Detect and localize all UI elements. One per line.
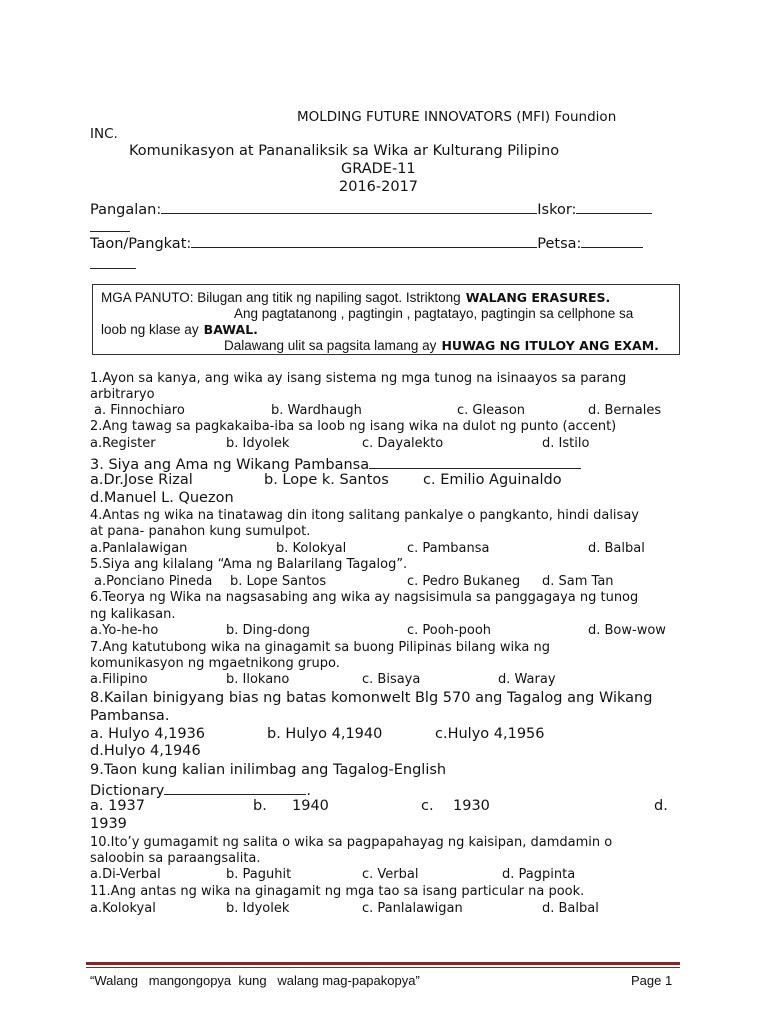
question-8: 8.Kailan binigyang bias ng batas komonwelt Blg 570 ang Tagalog ang Wikang [90, 690, 653, 706]
question-5: 5.Siya ang kilalang “Ama ng Balarilang Tagalog”. [90, 557, 408, 572]
choice-10c[interactable]: c. Verbal [362, 867, 419, 882]
choice-9d-letter[interactable]: d. [654, 798, 668, 814]
question-1: 1.Ayon sa kanya, ang wika ay isang sistema ng mga tunog na isinaayos sa parang [90, 371, 627, 386]
footer-rule-thin [86, 967, 680, 968]
choice-8c[interactable]: c.Hulyo 4,1956 [435, 726, 545, 742]
question-4: 4.Antas ng wika na tinatawag din itong salitang pankalye o pangkanto, hindi dalisay [90, 508, 639, 523]
choice-8a[interactable]: a. Hulyo 4,1936 [90, 726, 206, 742]
instructions-line3: loob ng klase ay BAWAL. [101, 322, 258, 337]
choice-11c[interactable]: c. Panlalawigan [362, 901, 463, 916]
org-name-line1: MOLDING FUTURE INNOVATORS (MFI) Foundion [297, 109, 617, 125]
choice-2b[interactable]: b. Idyolek [226, 436, 290, 451]
name-blank[interactable] [161, 199, 537, 214]
choice-4c[interactable]: c. Pambansa [407, 541, 490, 556]
choice-8b[interactable]: b. Hulyo 4,1940 [267, 726, 383, 742]
instructions-box [92, 284, 680, 355]
choice-6c[interactable]: c. Pooh-pooh [407, 623, 492, 638]
choice-6d[interactable]: d. Bow-wow [588, 623, 666, 638]
question-11: 11.Ang antas ng wika na ginagamit ng mga tao sa isang particular na pook. [90, 884, 585, 899]
name-label: Pangalan: [90, 202, 162, 218]
question-9-blank[interactable] [164, 780, 306, 795]
choice-7d[interactable]: d. Waray [498, 672, 556, 687]
choice-8d[interactable]: d.Hulyo 4,1946 [90, 743, 201, 759]
choice-11d[interactable]: d. Balbal [542, 901, 599, 916]
page-number: Page 1 [631, 973, 673, 988]
question-9-cont: Dictionary . [90, 780, 311, 799]
question-2: 2.Ang tawag sa pagkakaiba-iba sa loob ng isang wika na dulot ng punto (accent) [90, 419, 617, 434]
choice-1b[interactable]: b. Wardhaugh [271, 403, 362, 418]
question-4-cont: at pana- panahon kung sumulpot. [90, 524, 311, 539]
question-10: 10.Ito’y gumagamit ng salita o wika sa pagpapahayag ng kaisipan, damdamin o [90, 835, 613, 850]
name-field [90, 199, 652, 218]
score-label: Iskor: [537, 202, 577, 218]
choice-10a[interactable]: a.Di-Verbal [90, 867, 161, 882]
grade-label: GRADE-11 [341, 161, 416, 177]
choice-10d[interactable]: d. Pagpinta [502, 867, 576, 882]
choice-9d-value[interactable]: 1939 [90, 816, 127, 832]
score-blank[interactable] [576, 199, 652, 214]
choice-1a[interactable]: a. Finnochiaro [94, 403, 185, 418]
choice-11b[interactable]: b. Idyolek [226, 901, 290, 916]
instructions-line4: Dalawang ulit sa pagsita lamang ay HUWAG NG ITULOY ANG EXAM. [224, 338, 659, 353]
choice-1c[interactable]: c. Gleason [457, 403, 526, 418]
question-10-cont: saloobin sa paraangsalita. [90, 851, 261, 866]
question-7: 7.Ang katutubong wika na ginagamit sa buong Pilipinas bilang wika ng [90, 640, 550, 655]
subject-title: Komunikasyon at Pananaliksik sa Wika ar Kulturang Pilipino [129, 143, 560, 159]
question-9: 9.Taon kung kalian inilimbag ang Tagalog-English [90, 762, 447, 778]
choice-9c-letter[interactable]: c. [421, 798, 434, 814]
section-field [90, 233, 643, 252]
date-blank-continued [90, 268, 136, 269]
question-1-cont: arbitraryo [90, 387, 155, 402]
choice-3b[interactable]: b. Lope k. Santos [264, 472, 389, 488]
footer-rule-thick [86, 962, 680, 965]
school-year: 2016-2017 [339, 179, 419, 195]
section-blank[interactable] [191, 233, 537, 248]
question-6-cont: ng kalikasan. [90, 607, 176, 622]
choice-3a[interactable]: a.Dr.Jose Rizal [90, 472, 193, 488]
choice-7c[interactable]: c. Bisaya [362, 672, 421, 687]
question-7-cont: komunikasyon ng mgaetnikong grupo. [90, 656, 340, 671]
choice-9b-letter[interactable]: b. [253, 798, 267, 814]
choice-3d[interactable]: d.Manuel L. Quezon [90, 490, 234, 506]
question-3: 3. Siya ang Ama ng Wikang Pambansa [90, 454, 581, 473]
score-blank-continued [90, 231, 130, 232]
choice-4a[interactable]: a.Panlalawigan [90, 541, 188, 556]
choice-9c-value[interactable]: 1930 [453, 798, 490, 814]
org-name-line2: INC. [90, 126, 118, 142]
question-3-blank[interactable] [369, 454, 581, 469]
question-8-cont: Pambansa. [90, 708, 170, 724]
choice-5a[interactable]: a.Ponciano Pineda [94, 574, 213, 589]
choice-5b[interactable]: b. Lope Santos [230, 574, 327, 589]
choice-4b[interactable]: b. Kolokyal [276, 541, 347, 556]
date-label: Petsa: [537, 236, 582, 252]
choice-7a[interactable]: a.Filipino [90, 672, 148, 687]
choice-2c[interactable]: c. Dayalekto [362, 436, 444, 451]
date-blank[interactable] [581, 233, 643, 248]
choice-10b[interactable]: b. Paguhit [226, 867, 292, 882]
instructions-line1: MGA PANUTO: Bilugan ang titik ng napiling sagot. Istriktong WALANG ERASURES. [101, 290, 611, 305]
instructions-line2: Ang pagtatanong , pagtingin , pagtatayo, pagtingin sa cellphone sa [234, 306, 634, 321]
choice-2d[interactable]: d. Istilo [542, 436, 590, 451]
choice-1d[interactable]: d. Bernales [588, 403, 662, 418]
choice-5c[interactable]: c. Pedro Bukaneg [407, 574, 521, 589]
choice-5d[interactable]: d. Sam Tan [542, 574, 614, 589]
choice-6b[interactable]: b. Ding-dong [226, 623, 311, 638]
choice-2a[interactable]: a.Register [90, 436, 156, 451]
question-6: 6.Teorya ng Wika na nagsasabing ang wika ay nagsisimula sa panggagaya ng tunog [90, 590, 639, 605]
choice-7b[interactable]: b. Ilokano [226, 672, 290, 687]
choice-9a[interactable]: a. 1937 [90, 798, 146, 814]
footer-quote: “Walang mangongopya kung walang mag-papakopya” [90, 973, 420, 988]
choice-3c[interactable]: c. Emilio Aguinaldo [423, 472, 562, 488]
choice-6a[interactable]: a.Yo-he-ho [90, 623, 159, 638]
choice-4d[interactable]: d. Balbal [588, 541, 645, 556]
section-label: Taon/Pangkat: [90, 236, 192, 252]
choice-9b-value[interactable]: 1940 [292, 798, 329, 814]
choice-11a[interactable]: a.Kolokyal [90, 901, 156, 916]
